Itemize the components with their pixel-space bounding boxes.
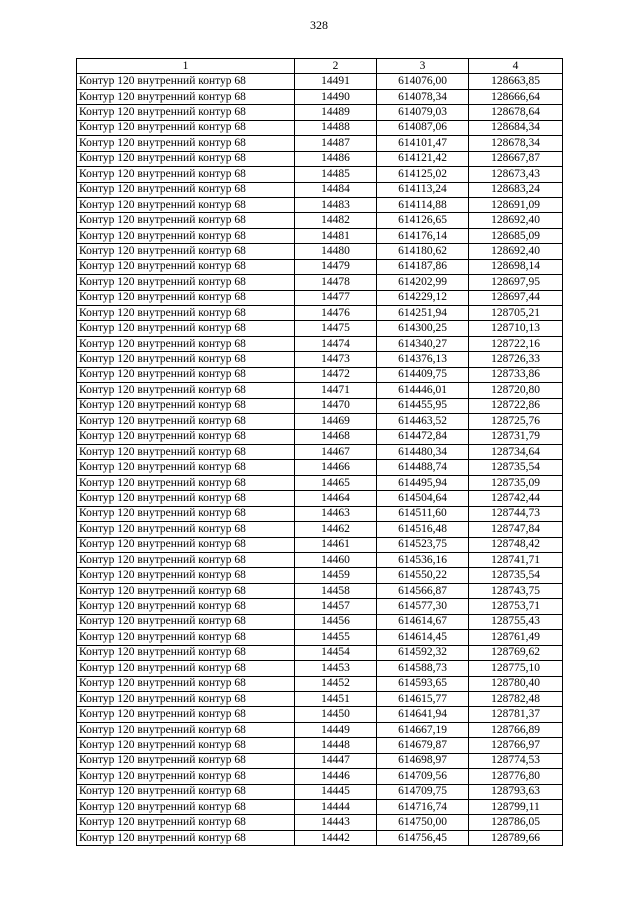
- table-row: [77, 475, 563, 490]
- contour-name-cell: Контур 120 внутренний контур 68: [77, 537, 295, 552]
- table-row: [77, 800, 563, 815]
- y-coordinate-cell: 128725,76: [469, 414, 563, 429]
- table-row: [77, 167, 563, 182]
- table-row: [77, 383, 563, 398]
- table-row: [77, 784, 563, 799]
- point-number-cell: 14461: [295, 537, 377, 552]
- point-number-cell: 14481: [295, 228, 377, 243]
- y-coordinate-cell: 128685,09: [469, 228, 563, 243]
- contour-name-cell: Контур 120 внутренний контур 68: [77, 583, 295, 598]
- contour-name-cell: Контур 120 внутренний контур 68: [77, 676, 295, 691]
- point-number-cell: 14454: [295, 645, 377, 660]
- x-coordinate-cell: 614709,56: [377, 769, 469, 784]
- contour-name-cell: Контур 120 внутренний контур 68: [77, 228, 295, 243]
- x-coordinate-cell: 614667,19: [377, 722, 469, 737]
- x-coordinate-cell: 614495,94: [377, 475, 469, 490]
- x-coordinate-cell: 614523,75: [377, 537, 469, 552]
- point-number-cell: 14471: [295, 383, 377, 398]
- x-coordinate-cell: 614550,22: [377, 568, 469, 583]
- point-number-cell: 14452: [295, 676, 377, 691]
- x-coordinate-cell: 614504,64: [377, 491, 469, 506]
- y-coordinate-cell: 128673,43: [469, 167, 563, 182]
- y-coordinate-cell: 128691,09: [469, 197, 563, 212]
- point-number-cell: 14448: [295, 738, 377, 753]
- point-number-cell: 14449: [295, 722, 377, 737]
- y-coordinate-cell: 128683,24: [469, 182, 563, 197]
- x-coordinate-cell: 614180,62: [377, 244, 469, 259]
- x-coordinate-cell: 614340,27: [377, 336, 469, 351]
- contour-name-cell: Контур 120 внутренний контур 68: [77, 306, 295, 321]
- point-number-cell: 14472: [295, 367, 377, 382]
- contour-name-cell: Контур 120 внутренний контур 68: [77, 275, 295, 290]
- point-number-cell: 14474: [295, 336, 377, 351]
- x-coordinate-cell: 614125,02: [377, 167, 469, 182]
- table-row: [77, 599, 563, 614]
- contour-name-cell: Контур 120 внутренний контур 68: [77, 769, 295, 784]
- contour-name-cell: Контур 120 внутренний контур 68: [77, 74, 295, 89]
- point-number-cell: 14478: [295, 275, 377, 290]
- contour-name-cell: Контур 120 внутренний контур 68: [77, 321, 295, 336]
- point-number-cell: 14451: [295, 691, 377, 706]
- point-number-cell: 14480: [295, 244, 377, 259]
- table-row: [77, 367, 563, 382]
- y-coordinate-cell: 128720,80: [469, 383, 563, 398]
- x-coordinate-cell: 614592,32: [377, 645, 469, 660]
- x-coordinate-cell: 614756,45: [377, 830, 469, 845]
- point-number-cell: 14487: [295, 136, 377, 151]
- y-coordinate-cell: 128705,21: [469, 306, 563, 321]
- contour-name-cell: Контур 120 внутренний контур 68: [77, 151, 295, 166]
- point-number-cell: 14457: [295, 599, 377, 614]
- x-coordinate-cell: 614079,03: [377, 105, 469, 120]
- table-row: [77, 414, 563, 429]
- point-number-cell: 14488: [295, 120, 377, 135]
- point-number-cell: 14482: [295, 213, 377, 228]
- contour-name-cell: Контур 120 внутренний контур 68: [77, 290, 295, 305]
- header-cell-1: 1: [77, 59, 295, 74]
- point-number-cell: 14475: [295, 321, 377, 336]
- contour-name-cell: Контур 120 внутренний контур 68: [77, 691, 295, 706]
- contour-name-cell: Контур 120 внутренний контур 68: [77, 553, 295, 568]
- y-coordinate-cell: 128742,44: [469, 491, 563, 506]
- contour-name-cell: Контур 120 внутренний контур 68: [77, 506, 295, 521]
- point-number-cell: 14485: [295, 167, 377, 182]
- contour-name-cell: Контур 120 внутренний контур 68: [77, 614, 295, 629]
- table-row: [77, 136, 563, 151]
- table-row: [77, 89, 563, 104]
- x-coordinate-cell: 614577,30: [377, 599, 469, 614]
- contour-name-cell: Контур 120 внутренний контур 68: [77, 383, 295, 398]
- table-row: [77, 568, 563, 583]
- x-coordinate-cell: 614176,14: [377, 228, 469, 243]
- y-coordinate-cell: 128710,13: [469, 321, 563, 336]
- table-row: [77, 676, 563, 691]
- y-coordinate-cell: 128735,54: [469, 460, 563, 475]
- contour-name-cell: Контур 120 внутренний контур 68: [77, 800, 295, 815]
- point-number-cell: 14470: [295, 398, 377, 413]
- x-coordinate-cell: 614409,75: [377, 367, 469, 382]
- y-coordinate-cell: 128692,40: [469, 213, 563, 228]
- point-number-cell: 14490: [295, 89, 377, 104]
- y-coordinate-cell: 128774,53: [469, 753, 563, 768]
- point-number-cell: 14477: [295, 290, 377, 305]
- x-coordinate-cell: 614229,12: [377, 290, 469, 305]
- contour-name-cell: Контур 120 внутренний контур 68: [77, 182, 295, 197]
- table-row: [77, 352, 563, 367]
- header-row: [77, 59, 563, 74]
- y-coordinate-cell: 128684,34: [469, 120, 563, 135]
- contour-name-cell: Контур 120 внутренний контур 68: [77, 522, 295, 537]
- table-row: [77, 553, 563, 568]
- x-coordinate-cell: 614679,87: [377, 738, 469, 753]
- contour-name-cell: Контур 120 внутренний контур 68: [77, 352, 295, 367]
- table-row: [77, 244, 563, 259]
- contour-name-cell: Контур 120 внутренний контур 68: [77, 630, 295, 645]
- x-coordinate-cell: 614121,42: [377, 151, 469, 166]
- contour-name-cell: Контур 120 внутренний контур 68: [77, 367, 295, 382]
- page-number: 328: [310, 18, 328, 32]
- y-coordinate-cell: 128766,97: [469, 738, 563, 753]
- point-number-cell: 14450: [295, 707, 377, 722]
- point-number-cell: 14465: [295, 475, 377, 490]
- table-row: [77, 645, 563, 660]
- y-coordinate-cell: 128735,09: [469, 475, 563, 490]
- contour-name-cell: Контур 120 внутренний контур 68: [77, 259, 295, 274]
- contour-name-cell: Контур 120 внутренний контур 68: [77, 830, 295, 845]
- y-coordinate-cell: 128692,40: [469, 244, 563, 259]
- point-number-cell: 14468: [295, 429, 377, 444]
- table-row: [77, 151, 563, 166]
- contour-name-cell: Контур 120 внутренний контур 68: [77, 645, 295, 660]
- y-coordinate-cell: 128731,79: [469, 429, 563, 444]
- y-coordinate-cell: 128697,95: [469, 275, 563, 290]
- point-number-cell: 14458: [295, 583, 377, 598]
- x-coordinate-cell: 614716,74: [377, 800, 469, 815]
- point-number-cell: 14462: [295, 522, 377, 537]
- y-coordinate-cell: 128776,80: [469, 769, 563, 784]
- y-coordinate-cell: 128766,89: [469, 722, 563, 737]
- y-coordinate-cell: 128722,86: [469, 398, 563, 413]
- y-coordinate-cell: 128697,44: [469, 290, 563, 305]
- x-coordinate-cell: 614463,52: [377, 414, 469, 429]
- coordinates-table: [76, 58, 563, 846]
- point-number-cell: 14443: [295, 815, 377, 830]
- table-row: [77, 630, 563, 645]
- contour-name-cell: Контур 120 внутренний контур 68: [77, 213, 295, 228]
- x-coordinate-cell: 614202,99: [377, 275, 469, 290]
- x-coordinate-cell: 614614,67: [377, 614, 469, 629]
- table-row: [77, 290, 563, 305]
- header-cell-3: 3: [377, 59, 469, 74]
- point-number-cell: 14491: [295, 74, 377, 89]
- y-coordinate-cell: 128667,87: [469, 151, 563, 166]
- point-number-cell: 14469: [295, 414, 377, 429]
- x-coordinate-cell: 614615,77: [377, 691, 469, 706]
- table-row: [77, 738, 563, 753]
- x-coordinate-cell: 614251,94: [377, 306, 469, 321]
- contour-name-cell: Контур 120 внутренний контур 68: [77, 784, 295, 799]
- table-row: [77, 182, 563, 197]
- point-number-cell: 14486: [295, 151, 377, 166]
- table-row: [77, 830, 563, 845]
- y-coordinate-cell: 128678,34: [469, 136, 563, 151]
- y-coordinate-cell: 128678,64: [469, 105, 563, 120]
- x-coordinate-cell: 614455,95: [377, 398, 469, 413]
- y-coordinate-cell: 128748,42: [469, 537, 563, 552]
- y-coordinate-cell: 128747,84: [469, 522, 563, 537]
- contour-name-cell: Контур 120 внутренний контур 68: [77, 661, 295, 676]
- contour-name-cell: Контур 120 внутренний контур 68: [77, 197, 295, 212]
- point-number-cell: 14489: [295, 105, 377, 120]
- x-coordinate-cell: 614187,86: [377, 259, 469, 274]
- contour-name-cell: Контур 120 внутренний контур 68: [77, 599, 295, 614]
- y-coordinate-cell: 128780,40: [469, 676, 563, 691]
- x-coordinate-cell: 614516,48: [377, 522, 469, 537]
- table-row: [77, 583, 563, 598]
- y-coordinate-cell: 128734,64: [469, 444, 563, 459]
- table-row: [77, 661, 563, 676]
- contour-name-cell: Контур 120 внутренний контур 68: [77, 707, 295, 722]
- point-number-cell: 14453: [295, 661, 377, 676]
- y-coordinate-cell: 128733,86: [469, 367, 563, 382]
- y-coordinate-cell: 128782,48: [469, 691, 563, 706]
- x-coordinate-cell: 614511,60: [377, 506, 469, 521]
- table-row: [77, 120, 563, 135]
- x-coordinate-cell: 614472,84: [377, 429, 469, 444]
- x-coordinate-cell: 614078,34: [377, 89, 469, 104]
- x-coordinate-cell: 614446,01: [377, 383, 469, 398]
- point-number-cell: 14483: [295, 197, 377, 212]
- y-coordinate-cell: 128744,73: [469, 506, 563, 521]
- table-row: [77, 722, 563, 737]
- y-coordinate-cell: 128743,75: [469, 583, 563, 598]
- header-cell-4: 4: [469, 59, 563, 74]
- x-coordinate-cell: 614087,06: [377, 120, 469, 135]
- table-row: [77, 398, 563, 413]
- contour-name-cell: Контур 120 внутренний контур 68: [77, 738, 295, 753]
- point-number-cell: 14473: [295, 352, 377, 367]
- table-row: [77, 213, 563, 228]
- contour-name-cell: Контур 120 внутренний контур 68: [77, 414, 295, 429]
- y-coordinate-cell: 128741,71: [469, 553, 563, 568]
- contour-name-cell: Контур 120 внутренний контур 68: [77, 120, 295, 135]
- table-row: [77, 306, 563, 321]
- contour-name-cell: Контур 120 внутренний контур 68: [77, 444, 295, 459]
- y-coordinate-cell: 128769,62: [469, 645, 563, 660]
- table-row: [77, 506, 563, 521]
- table-row: [77, 444, 563, 459]
- table-row: [77, 259, 563, 274]
- table-row: [77, 429, 563, 444]
- contour-name-cell: Контур 120 внутренний контур 68: [77, 815, 295, 830]
- x-coordinate-cell: 614566,87: [377, 583, 469, 598]
- table-row: [77, 769, 563, 784]
- contour-name-cell: Контур 120 внутренний контур 68: [77, 167, 295, 182]
- x-coordinate-cell: 614614,45: [377, 630, 469, 645]
- table-row: [77, 691, 563, 706]
- y-coordinate-cell: 128726,33: [469, 352, 563, 367]
- table-row: [77, 275, 563, 290]
- point-number-cell: 14467: [295, 444, 377, 459]
- y-coordinate-cell: 128761,49: [469, 630, 563, 645]
- x-coordinate-cell: 614488,74: [377, 460, 469, 475]
- y-coordinate-cell: 128799,11: [469, 800, 563, 815]
- x-coordinate-cell: 614588,73: [377, 661, 469, 676]
- table-row: [77, 491, 563, 506]
- contour-name-cell: Контур 120 внутренний контур 68: [77, 491, 295, 506]
- x-coordinate-cell: 614709,75: [377, 784, 469, 799]
- x-coordinate-cell: 614593,65: [377, 676, 469, 691]
- table-row: [77, 537, 563, 552]
- x-coordinate-cell: 614126,65: [377, 213, 469, 228]
- point-number-cell: 14484: [295, 182, 377, 197]
- table-row: [77, 197, 563, 212]
- y-coordinate-cell: 128786,05: [469, 815, 563, 830]
- contour-name-cell: Контур 120 внутренний контур 68: [77, 429, 295, 444]
- table-row: [77, 460, 563, 475]
- point-number-cell: 14456: [295, 614, 377, 629]
- y-coordinate-cell: 128775,10: [469, 661, 563, 676]
- table-header: [77, 59, 563, 74]
- table-row: [77, 522, 563, 537]
- y-coordinate-cell: 128781,37: [469, 707, 563, 722]
- point-number-cell: 14447: [295, 753, 377, 768]
- y-coordinate-cell: 128722,16: [469, 336, 563, 351]
- point-number-cell: 14444: [295, 800, 377, 815]
- x-coordinate-cell: 614641,94: [377, 707, 469, 722]
- contour-name-cell: Контур 120 внутренний контур 68: [77, 398, 295, 413]
- x-coordinate-cell: 614536,16: [377, 553, 469, 568]
- point-number-cell: 14460: [295, 553, 377, 568]
- point-number-cell: 14463: [295, 506, 377, 521]
- y-coordinate-cell: 128666,64: [469, 89, 563, 104]
- table-row: [77, 74, 563, 89]
- contour-name-cell: Контур 120 внутренний контур 68: [77, 105, 295, 120]
- y-coordinate-cell: 128663,85: [469, 74, 563, 89]
- y-coordinate-cell: 128755,43: [469, 614, 563, 629]
- x-coordinate-cell: 614076,00: [377, 74, 469, 89]
- point-number-cell: 14455: [295, 630, 377, 645]
- x-coordinate-cell: 614114,88: [377, 197, 469, 212]
- table-row: [77, 707, 563, 722]
- contour-name-cell: Контур 120 внутренний контур 68: [77, 136, 295, 151]
- point-number-cell: 14446: [295, 769, 377, 784]
- x-coordinate-cell: 614698,97: [377, 753, 469, 768]
- contour-name-cell: Контур 120 внутренний контур 68: [77, 722, 295, 737]
- x-coordinate-cell: 614113,24: [377, 182, 469, 197]
- table-row: [77, 228, 563, 243]
- table-row: [77, 321, 563, 336]
- x-coordinate-cell: 614300,25: [377, 321, 469, 336]
- point-number-cell: 14476: [295, 306, 377, 321]
- y-coordinate-cell: 128789,66: [469, 830, 563, 845]
- y-coordinate-cell: 128793,63: [469, 784, 563, 799]
- contour-name-cell: Контур 120 внутренний контур 68: [77, 244, 295, 259]
- contour-name-cell: Контур 120 внутренний контур 68: [77, 568, 295, 583]
- header-cell-2: 2: [295, 59, 377, 74]
- point-number-cell: 14464: [295, 491, 377, 506]
- table-row: [77, 105, 563, 120]
- table-row: [77, 815, 563, 830]
- point-number-cell: 14459: [295, 568, 377, 583]
- point-number-cell: 14466: [295, 460, 377, 475]
- y-coordinate-cell: 128735,54: [469, 568, 563, 583]
- point-number-cell: 14479: [295, 259, 377, 274]
- contour-name-cell: Контур 120 внутренний контур 68: [77, 336, 295, 351]
- table-row: [77, 336, 563, 351]
- x-coordinate-cell: 614376,13: [377, 352, 469, 367]
- x-coordinate-cell: 614101,47: [377, 136, 469, 151]
- x-coordinate-cell: 614480,34: [377, 444, 469, 459]
- contour-name-cell: Контур 120 внутренний контур 68: [77, 89, 295, 104]
- point-number-cell: 14445: [295, 784, 377, 799]
- x-coordinate-cell: 614750,00: [377, 815, 469, 830]
- y-coordinate-cell: 128753,71: [469, 599, 563, 614]
- table-body: [77, 74, 563, 846]
- table-row: [77, 614, 563, 629]
- contour-name-cell: Контур 120 внутренний контур 68: [77, 475, 295, 490]
- point-number-cell: 14442: [295, 830, 377, 845]
- contour-name-cell: Контур 120 внутренний контур 68: [77, 460, 295, 475]
- table-row: [77, 753, 563, 768]
- contour-name-cell: Контур 120 внутренний контур 68: [77, 753, 295, 768]
- y-coordinate-cell: 128698,14: [469, 259, 563, 274]
